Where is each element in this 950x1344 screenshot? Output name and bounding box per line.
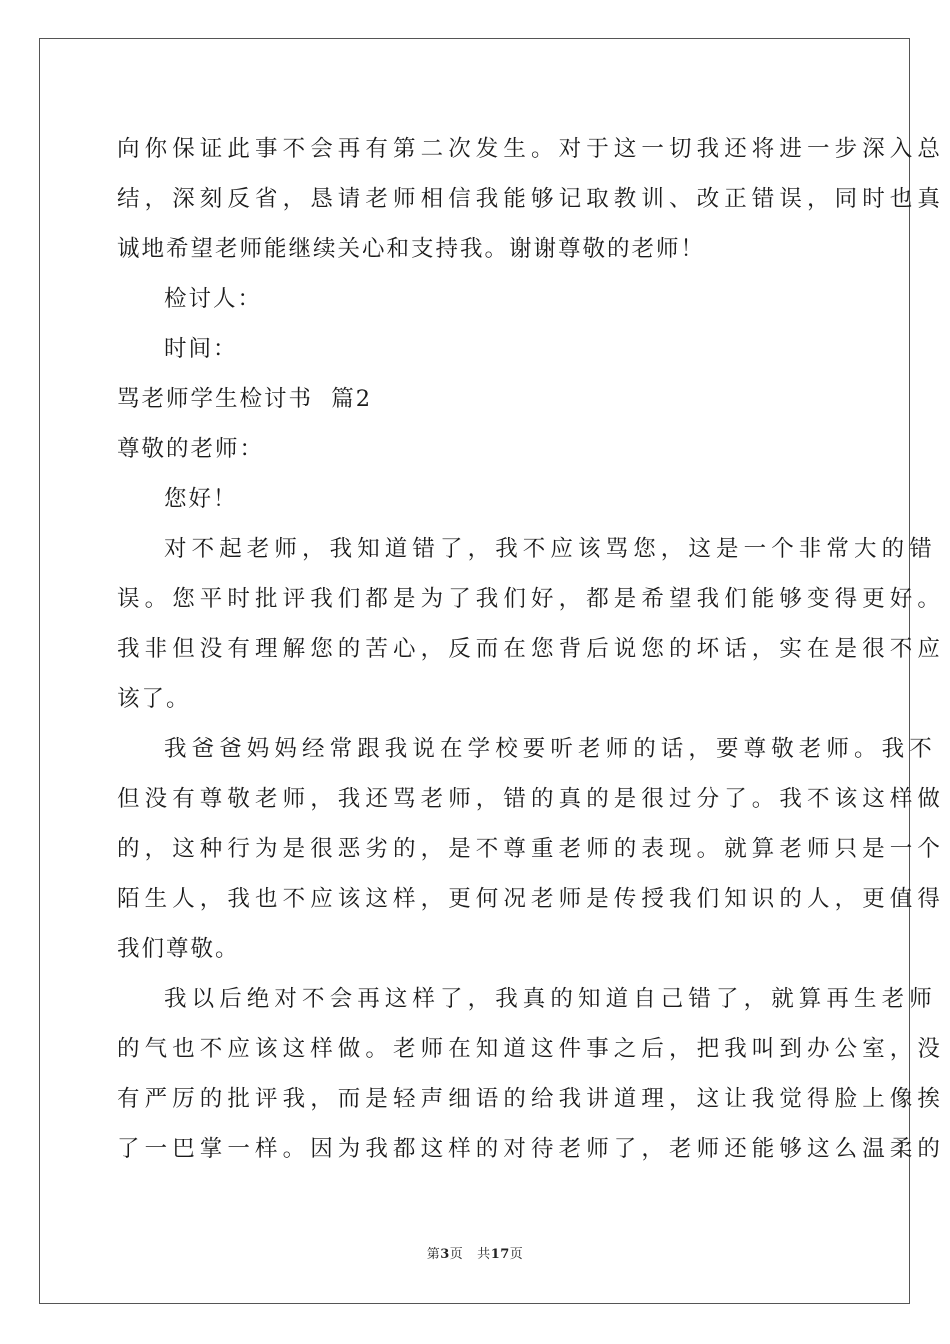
signature-label: 检讨人： [164,286,263,312]
document-body [117,124,946,1174]
text-line: 我非但没有理解您的苦心，反而在您背后说您的坏话，实在是很不应 [117,636,946,662]
text-line: 了一巴掌一样。因为我都这样的对待老师了，老师还能够这么温柔的 [117,1136,946,1162]
text-line: 的气也不应该这样做。老师在知道这件事之后，把我叫到办公室，没 [117,1036,946,1062]
text-line: 对不起老师，我知道错了，我不应该骂您，这是一个非常大的错 [164,536,937,562]
text-line: 误。您平时批评我们都是为了我们好，都是希望我们能够变得更好。 [117,586,946,612]
text-line: 的，这种行为是很恶劣的，是不尊重老师的表现。就算老师只是一个 [117,836,946,862]
text-line: 我们尊敬。 [117,936,240,962]
footer-prefix: 第 [426,1247,441,1262]
text-line: 我以后绝对不会再这样了，我真的知道自己错了，就算再生老师 [164,986,937,1012]
date-label: 时间： [164,336,238,362]
total-page-count: 17 [490,1247,510,1262]
footer-page-suffix: 页 [449,1247,464,1262]
footer-total-prefix: 共 [477,1247,491,1262]
greeting: 您好！ [164,486,238,512]
text-line: 我爸爸妈妈经常跟我说在学校要听老师的话，要尊敬老师。我不 [164,736,937,762]
text-line: 该了。 [117,686,191,712]
text-line: 但没有尊敬老师，我还骂老师，错的真的是很过分了。我不该这样做 [117,786,946,812]
text-line: 有严厉的批评我，而是轻声细语的给我讲道理，这让我觉得脸上像挨 [117,1086,946,1112]
page-footer [0,1247,950,1263]
current-page-number: 3 [440,1247,450,1262]
text-line: 结，深刻反省，恳请老师相信我能够记取教训、改正错误，同时也真 [117,186,946,212]
text-line: 陌生人，我也不应该这样，更何况老师是传授我们知识的人，更值得 [117,886,946,912]
text-line: 诚地希望老师能继续关心和支持我。谢谢尊敬的老师！ [117,236,706,262]
section-heading: 骂老师学生检讨书 篇2 [117,386,373,412]
text-line: 向你保证此事不会再有第二次发生。对于这一切我还将进一步深入总 [117,136,946,162]
salutation: 尊敬的老师： [117,436,265,462]
footer-total-suffix: 页 [509,1247,524,1262]
